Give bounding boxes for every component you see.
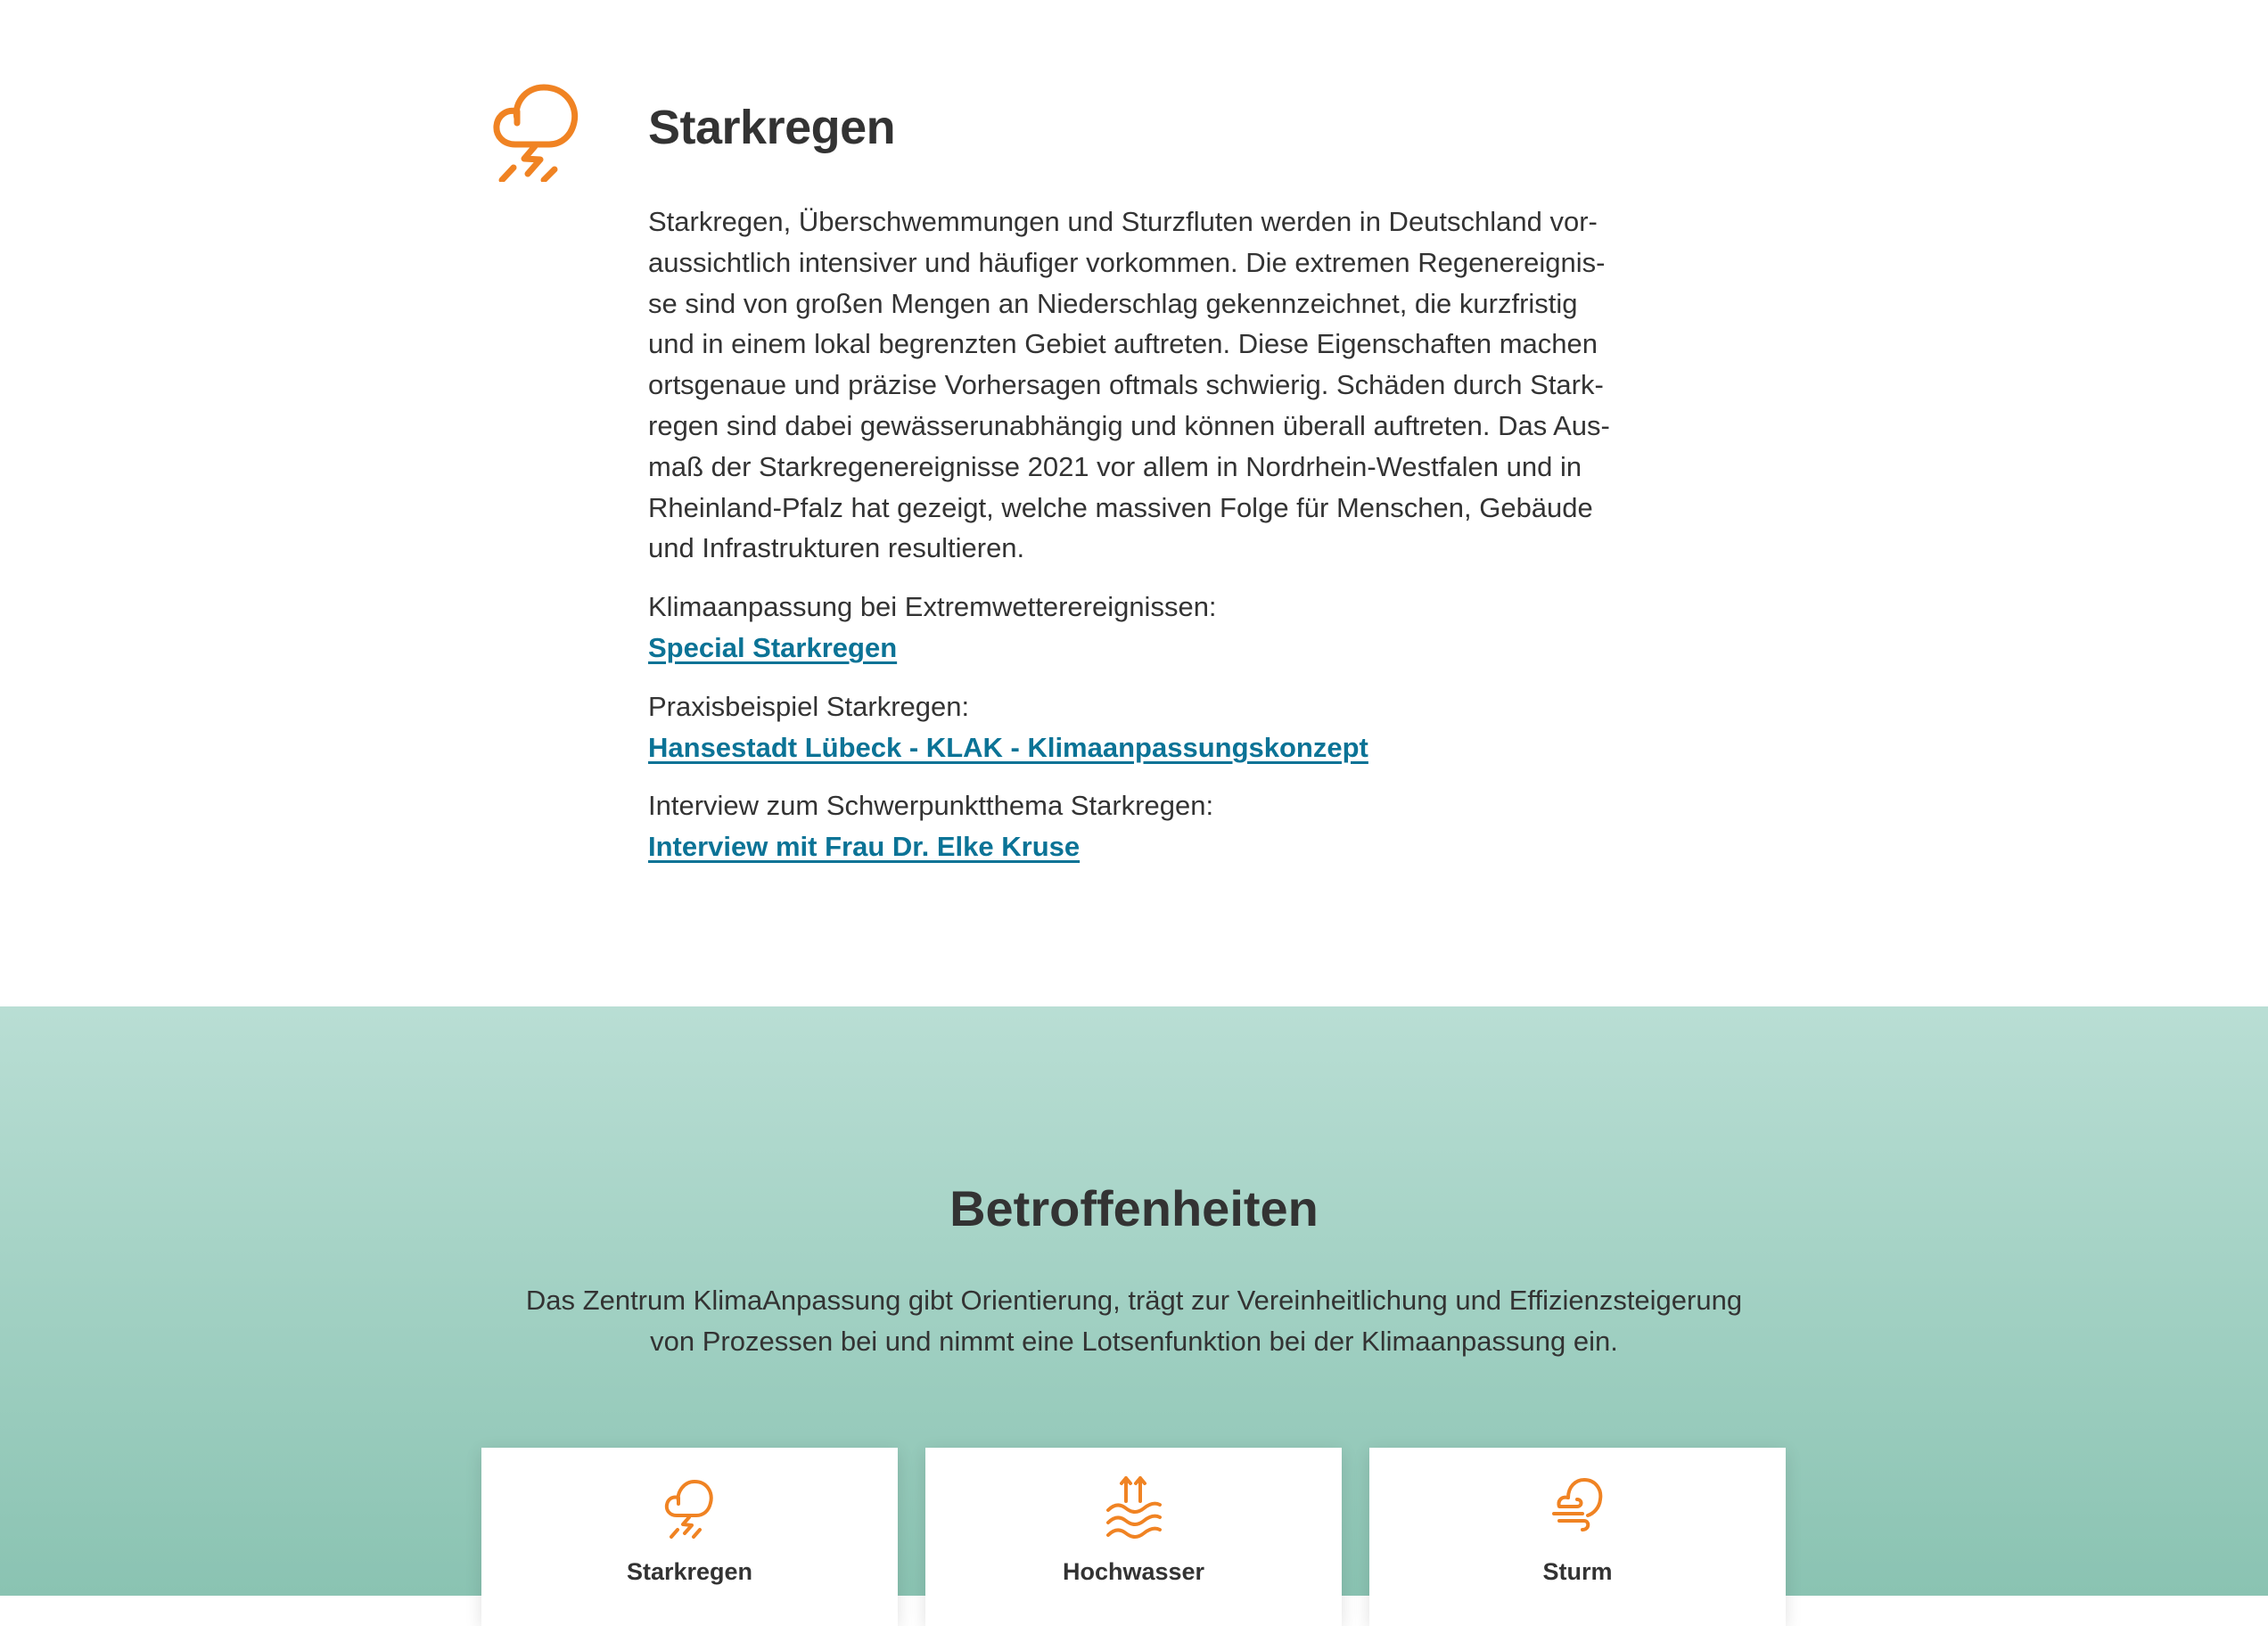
card-label: Sturm — [1542, 1558, 1613, 1585]
paragraph-line: Starkregen, Überschwemmungen und Sturzfluten werden in Deutschland vor- — [648, 206, 1598, 237]
description-line: Das Zentrum KlimaAnpassung gibt Orientierung, trägt zur Vereinheitlichung und Effizienzsteigerung — [525, 1285, 1743, 1316]
paragraph-line: ortsgenaue und präzise Vorhersagen oftmals schwierig. Schäden durch Stark- — [648, 369, 1604, 401]
interview-link[interactable]: Interview mit Frau Dr. Elke Kruse — [648, 831, 1081, 863]
cloud-rain-lightning-icon — [645, 1474, 734, 1546]
waves-arrows-up-icon — [1089, 1474, 1178, 1546]
card-label: Hochwasser — [1062, 1558, 1205, 1585]
cloud-wind-icon — [1533, 1474, 1622, 1546]
article-body — [648, 201, 1629, 867]
paragraph-line: regen sind dabei gewässerunabhängig und können überall auftreten. Das Aus- — [648, 409, 1610, 441]
paragraph-line: se sind von großen Mengen an Niederschlag gekennzeichnet, die kurzfristig — [648, 287, 1578, 319]
link-block-special — [648, 587, 1629, 669]
luebeck-klak-link[interactable]: Hansestadt Lübeck - KLAK - Klimaanpassungskonzept — [648, 731, 1368, 763]
link-block-praxis — [648, 686, 1629, 768]
article-paragraph — [648, 201, 1629, 569]
card-sturm[interactable] — [1369, 1448, 1786, 1626]
paragraph-line: aussichtlich intensiver und häufiger vorkommen. Die extremen Regenereignis- — [648, 246, 1606, 278]
card-label: Starkregen — [626, 1558, 753, 1585]
cloud-rain-lightning-icon — [492, 82, 586, 182]
paragraph-line: maß der Starkregenereignisse 2021 vor allem in Nordrhein-Westfalen und in — [648, 450, 1582, 482]
paragraph-line: und in einem lokal begrenzten Gebiet auftreten. Diese Eigenschaften machen — [648, 328, 1598, 360]
link-label: Interview zum Schwerpunktthema Starkregen: — [648, 790, 1214, 822]
card-starkregen[interactable] — [481, 1448, 898, 1626]
section-title: Betroffenheiten — [949, 1180, 1319, 1236]
article-title: Starkregen — [648, 101, 896, 154]
description-line: von Prozessen bei und nimmt eine Lotsenfunktion bei der Klimaanpassung ein. — [650, 1326, 1618, 1357]
link-label: Klimaanpassung bei Extremwetterereignissen: — [648, 591, 1217, 623]
betroffenheiten-section — [0, 1006, 2268, 1596]
card-hochwasser[interactable] — [925, 1448, 1342, 1626]
paragraph-line: Rheinland-Pfalz hat gezeigt, welche massiven Folge für Menschen, Gebäude — [648, 491, 1593, 523]
link-block-interview — [648, 785, 1629, 867]
special-starkregen-link[interactable]: Special Starkregen — [648, 631, 898, 663]
paragraph-line: und Infrastrukturen resultieren. — [648, 532, 1025, 564]
section-description — [499, 1280, 1769, 1362]
link-label: Praxisbeispiel Starkregen: — [648, 690, 970, 722]
